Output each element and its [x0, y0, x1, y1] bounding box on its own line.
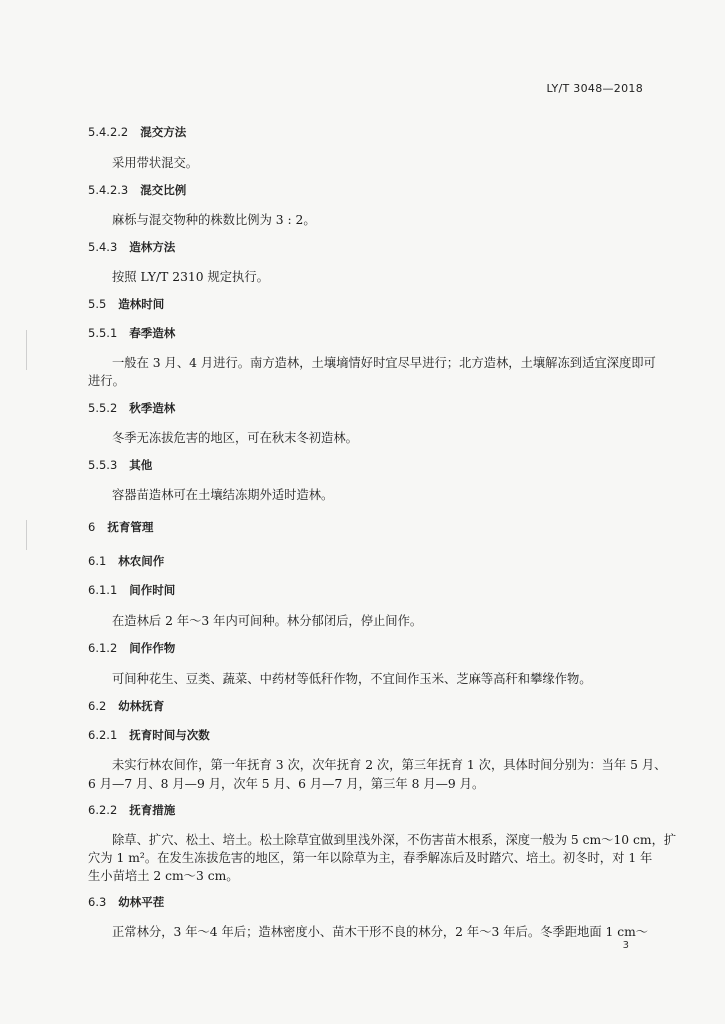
- section-number: 5.4.2.3: [88, 183, 129, 197]
- section-title: 造林方法: [129, 240, 176, 254]
- paragraph-line: 一般在 3 月、4 月进行。南方造林，土壤墒情好时宜尽早进行；北方造林，土壤解冻到适宜深度即可: [112, 356, 656, 370]
- section-title: 幼林平茬: [118, 895, 165, 909]
- section-heading: [88, 124, 655, 140]
- section-heading: [88, 400, 655, 416]
- section-heading: [88, 640, 655, 656]
- section-number: 5.5: [88, 297, 107, 311]
- section-number: 5.5.1: [88, 326, 118, 340]
- section-heading: [88, 727, 655, 743]
- section-number: 6.2: [88, 699, 107, 713]
- paragraph-continuation: 穴为 1 m²。在发生冻拔危害的地区，第一年以除草为主，春季解冻后及时踏穴、培土。初冬时，对 1 年: [88, 851, 653, 865]
- scan-artifact: [26, 520, 27, 550]
- section-title: 其他: [129, 458, 153, 472]
- paragraph-line: 正常林分，3 年～4 年后；造林密度小、苗木干形不良的林分，2 年～3 年后。冬季距地面 1 cm～: [112, 925, 649, 939]
- section-title: 秋季造林: [129, 401, 176, 415]
- section-heading: [88, 553, 655, 569]
- paragraph-line: 冬季无冻拔危害的地区，可在秋末冬初造林。: [112, 431, 358, 445]
- section-heading: [88, 457, 655, 473]
- paragraph-line: 采用带状混交。: [112, 156, 199, 170]
- section-title: 间作时间: [129, 583, 176, 597]
- section-number: 5.5.3: [88, 458, 118, 472]
- section-title: 抚育措施: [129, 803, 176, 817]
- section-number: 6.2.1: [88, 728, 118, 742]
- section-title: 间作作物: [129, 641, 176, 655]
- section-title: 造林时间: [118, 297, 165, 311]
- section-number: 6: [88, 520, 96, 534]
- section-number: 6.1: [88, 554, 107, 568]
- section-number: 5.4.3: [88, 240, 118, 254]
- paragraph-continuation: 进行。: [88, 374, 125, 388]
- section-title: 林农间作: [118, 554, 165, 568]
- paragraph-line: 按照 LY/T 2310 规定执行。: [112, 270, 269, 284]
- section-number: 6.2.2: [88, 803, 118, 817]
- section-heading: [88, 802, 655, 818]
- section-number: 5.4.2.2: [88, 125, 129, 139]
- section-heading: [88, 582, 655, 598]
- section-title: 混交方法: [140, 125, 187, 139]
- paragraph-line: 容器苗造林可在土壤结冻期外适时造林。: [112, 488, 334, 502]
- section-title: 抚育时间与次数: [129, 728, 210, 742]
- paragraph-line: 可间种花生、豆类、蔬菜、中药材等低秆作物，不宜间作玉米、芝麻等高秆和攀缘作物。: [112, 672, 592, 686]
- section-heading: [88, 239, 655, 255]
- section-number: 6.1.1: [88, 583, 118, 597]
- scan-artifact: [26, 330, 27, 370]
- paragraph-line: 麻栎与混交物种的株数比例为 3 : 2。: [112, 213, 316, 227]
- paragraph-line: 在造林后 2 年～3 年内可间种。林分郁闭后，停止间作。: [112, 614, 423, 628]
- section-title: 幼林抚育: [118, 699, 165, 713]
- section-title: 混交比例: [140, 183, 187, 197]
- paragraph-line: 未实行林农间作，第一年抚育 3 次，次年抚育 2 次，第三年抚育 1 次，具体时间分别为：当年 5 月、: [112, 758, 667, 772]
- paragraph-line: 除草、扩穴、松土、培土。松土除草宜做到里浅外深，不伤害苗木根系，深度一般为 5 cm～10 cm，扩: [112, 833, 677, 847]
- page-number: 3: [622, 940, 629, 951]
- section-heading: [88, 296, 655, 312]
- section-heading: [88, 325, 655, 341]
- section-number: 6.3: [88, 895, 107, 909]
- section-title: 春季造林: [129, 326, 176, 340]
- section-heading: [88, 894, 655, 910]
- section-number: 5.5.2: [88, 401, 118, 415]
- standard-code: LY/T 3048—2018: [546, 82, 643, 95]
- section-heading: [88, 182, 655, 198]
- section-heading: [88, 698, 655, 714]
- section-title: 抚育管理: [107, 520, 154, 534]
- section-number: 6.1.2: [88, 641, 118, 655]
- section-heading: [88, 519, 655, 535]
- paragraph-continuation: 生小苗培土 2 cm～3 cm。: [88, 869, 239, 883]
- paragraph-continuation: 6 月—7 月、8 月—9 月，次年 5 月、6 月—7 月，第三年 8 月—9 月。: [88, 777, 485, 791]
